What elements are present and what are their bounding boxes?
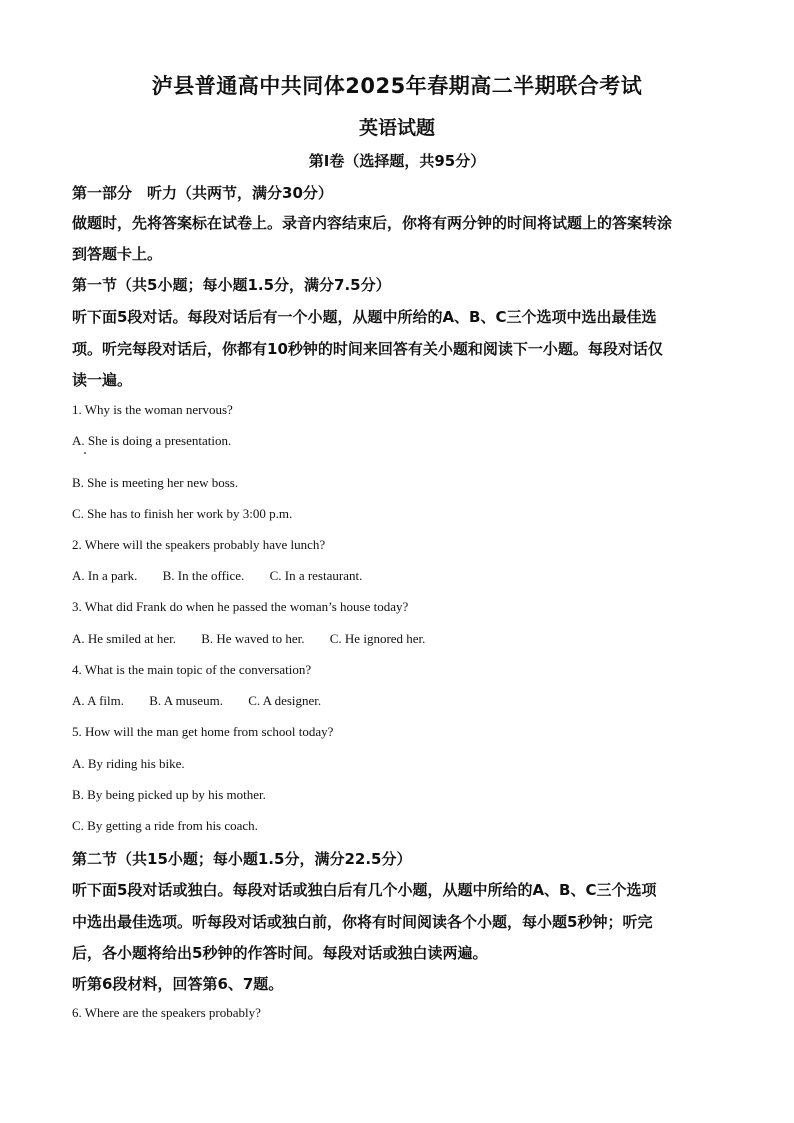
exam-title: 泸县普通高中共同体2025年春期高二半期联合考试: [151, 74, 643, 98]
section1-instruction-line: 读一遍。: [72, 371, 133, 389]
stray-dot: [84, 452, 86, 454]
material-note: 听第6段材料，回答第6、7题。: [72, 975, 284, 993]
question-stem: 5. How will the man get home from school today?: [72, 724, 334, 739]
question-options-row: [72, 693, 722, 709]
question-option: B. She is meeting her new boss.: [72, 475, 239, 490]
question-option: B. By being picked up by his mother.: [72, 787, 266, 802]
part1-instruction-line: 到答题卡上。: [72, 245, 163, 263]
section2-instruction-line: 听下面5段对话或独白。每段对话或独白后有几个小题，从题中所给的A、B、C三个选项: [72, 881, 657, 899]
question-stem: 1. Why is the woman nervous?: [72, 402, 233, 417]
question-option: C. A designer.: [248, 693, 322, 708]
question-option: B. In the office.: [162, 568, 245, 583]
question-option: A. She is doing a presentation.: [72, 433, 232, 448]
section1-instruction-line: 项。听完每段对话后，你都有10秒钟的时间来回答有关小题和阅读下一小题。每段对话仅: [72, 340, 663, 358]
question-option: A. A film.: [72, 693, 125, 708]
volume-heading: 第I卷（选择题，共95分）: [308, 152, 486, 170]
question-options-row: [72, 631, 722, 647]
question-option: C. By getting a ride from his coach.: [72, 818, 258, 833]
section1-heading: 第一节（共5小题；每小题1.5分，满分7.5分）: [72, 276, 391, 294]
section2-instruction-line: 后，各小题将给出5秒钟的作答时间。每段对话或独白读两遍。: [72, 944, 488, 962]
question-stem: 6. Where are the speakers probably?: [72, 1005, 261, 1020]
question-option: C. He ignored her.: [329, 631, 426, 646]
question-option: A. He smiled at her.: [72, 631, 176, 646]
question-option: C. She has to finish her work by 3:00 p.m.: [72, 506, 293, 521]
exam-subject: 英语试题: [358, 117, 435, 139]
question-option: B. He waved to her.: [201, 631, 305, 646]
part1-heading: 第一部分 听力（共两节，满分30分）: [72, 184, 333, 202]
question-option: A. By riding his bike.: [72, 756, 185, 771]
section2-instruction-line: 中选出最佳选项。听每段对话或独白前，你将有时间阅读各个小题，每小题5秒钟；听完: [72, 913, 653, 931]
question-options-row: [72, 568, 722, 584]
question-stem: 2. Where will the speakers probably have lunch?: [72, 537, 326, 552]
question-stem: 3. What did Frank do when he passed the woman’s house today?: [72, 599, 409, 614]
question-stem: 4. What is the main topic of the conversation?: [72, 662, 312, 677]
part1-instruction-line: 做题时，先将答案标在试卷上。录音内容结束后，你将有两分钟的时间将试题上的答案转涂: [72, 214, 673, 232]
section1-instruction-line: 听下面5段对话。每段对话后有一个小题，从题中所给的A、B、C三个选项中选出最佳选: [72, 308, 657, 326]
section2-heading: 第二节（共15小题；每小题1.5分，满分22.5分）: [72, 850, 412, 868]
question-option: B. A museum.: [149, 693, 223, 708]
question-option: A. In a park.: [72, 568, 138, 583]
question-option: C. In a restaurant.: [269, 568, 363, 583]
